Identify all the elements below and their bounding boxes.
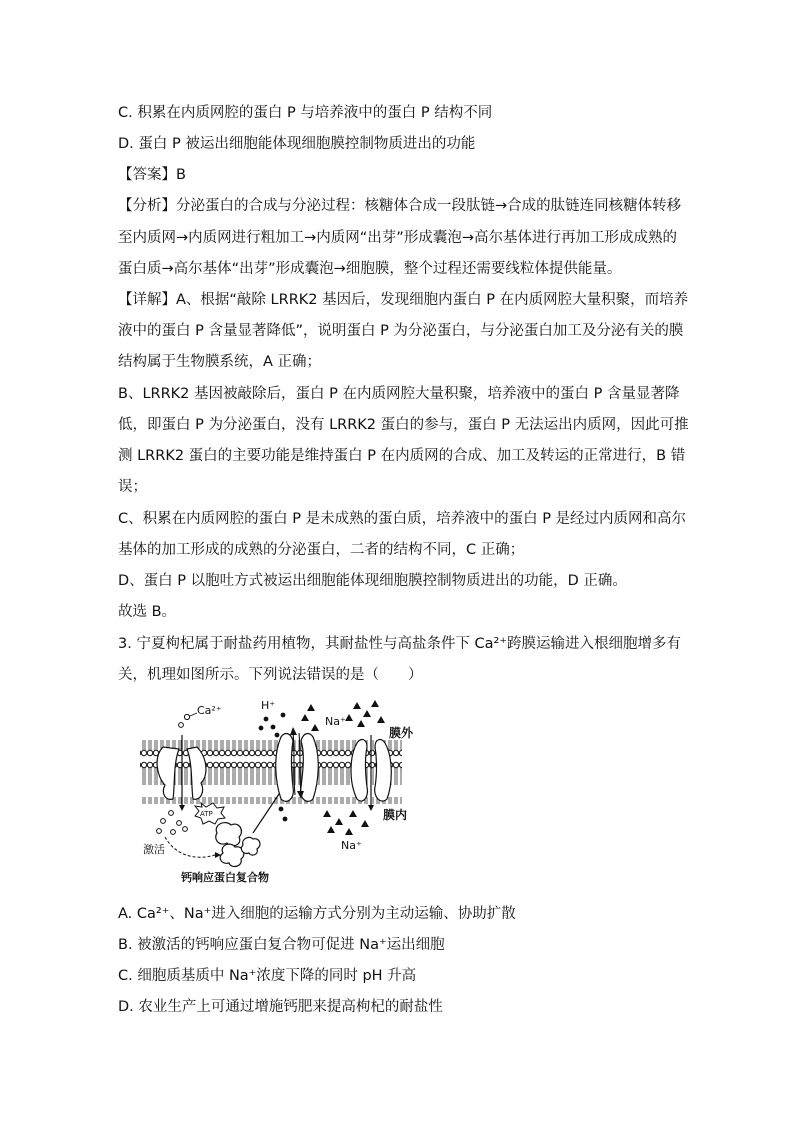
detail-line-2: 液中的蛋白 P 含量显著降低”，说明蛋白 P 为分泌蛋白，与分泌蛋白加工及分泌有关的膜 [118, 323, 684, 339]
sodium-ion-label-inside: Na⁺ [341, 839, 362, 852]
option-c: C. 细胞质基质中 Na⁺浓度下降的同时 pH 升高 [118, 968, 417, 984]
question-3-line-1: 3. 宁夏枸杞属于耐盐药用植物，其耐盐性与高盐条件下 Ca²⁺跨膜运输进入根细胞增多有 [118, 636, 682, 652]
sodium-channel-protein [351, 735, 391, 811]
calcium-response-protein-complex [216, 823, 260, 867]
calcium-ion-label: Ca²⁺ [197, 704, 222, 717]
detail-line-1: 【详解】A、根据“敲除 LRRK2 基因后，发现细胞内蛋白 P 在内质网腔大量积聚，而培养 [118, 292, 689, 308]
analysis-line-1: 【分析】分泌蛋白的合成与分泌过程：核糖体合成一段肽链→合成的肽链连同核糖体转移 [118, 198, 682, 214]
detail-line-3: 结构属于生物膜系统，A 正确； [118, 354, 322, 370]
question-3-line-2: 关，机理如图所示。下列说法错误的是（ ） [118, 667, 423, 683]
membrane-transport-diagram [135, 695, 425, 890]
detail-b-line-2: 低，即蛋白 P 为分泌蛋白，没有 LRRK2 蛋白的参与，蛋白 P 无法运出内质网，因此可推 [118, 417, 689, 433]
detail-b-line-3: 测 LRRK2 蛋白的主要功能是维持蛋白 P 在内质网的合成、加工及转运的正常进行，B 错 [118, 448, 686, 464]
atp-burst [195, 803, 225, 824]
detail-d-line: D、蛋白 P 以胞吐方式被运出细胞能体现细胞膜控制物质进出的功能，D 正确。 [118, 573, 627, 589]
complex-caption: 钙响应蛋白复合物 [181, 871, 269, 884]
hydrogen-ion-label: H⁺ [261, 699, 276, 712]
conclusion-line: 故选 B。 [118, 604, 177, 620]
option-d: D. 农业生产上可通过增施钙肥来提高枸杞的耐盐性 [118, 999, 443, 1015]
option-a: A. Ca²⁺、Na⁺进入细胞的运输方式分别为主动运输、协助扩散 [118, 906, 516, 922]
analysis-line-2: 至内质网→内质网进行粗加工→内质网“出芽”形成囊泡→高尔基体进行再加工形成成熟的 [118, 230, 677, 246]
detail-b-line-4: 误； [118, 479, 147, 495]
analysis-line-3: 蛋白质→高尔基体“出芽”形成囊泡→细胞膜，整个过程还需要线粒体提供能量。 [118, 261, 622, 277]
option-b: B. 被激活的钙响应蛋白复合物可促进 Na⁺运出细胞 [118, 937, 445, 953]
sodium-ion-label-outside: Na⁺ [325, 715, 346, 728]
detail-c-line-2: 基体的加工形成的成熟的分泌蛋白，二者的结构不同，C 正确； [118, 542, 525, 558]
sodium-ions-outside [301, 700, 385, 731]
activation-label: 激活 [143, 843, 165, 856]
inside-membrane-label: 膜内 [383, 808, 408, 822]
option-d-prev: D. 蛋白 P 被运出细胞能体现细胞膜控制物质进出的功能 [118, 136, 476, 152]
outside-membrane-label: 膜外 [389, 726, 414, 740]
option-c-prev: C. 积累在内质网腔的蛋白 P 与培养液中的蛋白 P 结构不同 [118, 105, 493, 121]
detail-b-line-1: B、LRRK2 基因被敲除后，蛋白 P 在内质网腔大量积聚，培养液中的蛋白 P 含量显著降 [118, 386, 680, 402]
activation-arrow [165, 837, 215, 857]
sodium-ions-inside [323, 810, 369, 852]
answer-line: 【答案】B [118, 167, 186, 183]
detail-c-line-1: C、积累在内质网腔的蛋白 P 是未成熟的蛋白质，培养液中的蛋白 P 是经过内质网和高尔 [118, 511, 687, 527]
atp-label: ATP [200, 810, 213, 818]
